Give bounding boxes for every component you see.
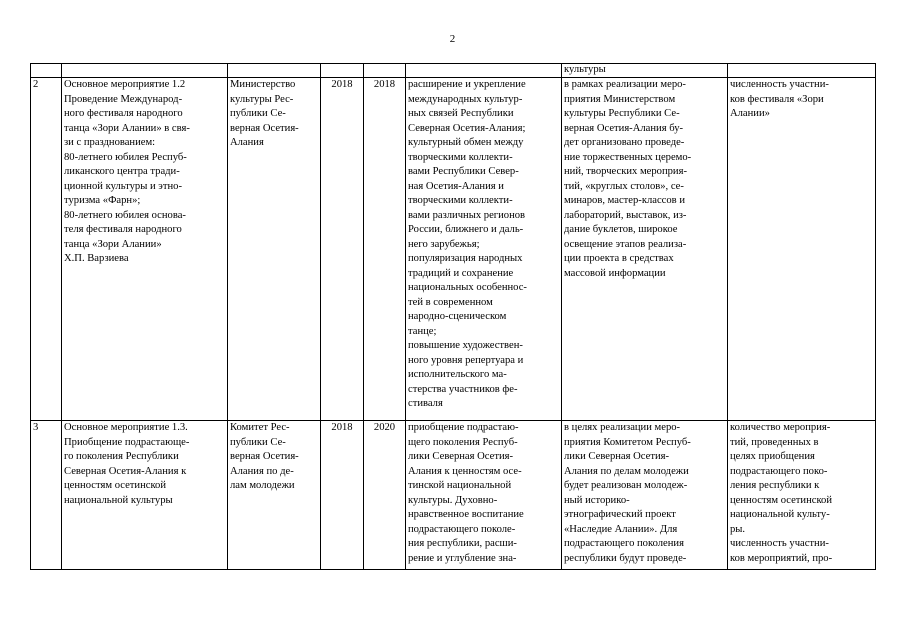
cell-end-year: 2018	[364, 78, 406, 421]
cell-event-name: Основное мероприятие 1.2 Проведение Международ- ного фестиваля народного танца «Зори Алании» в свя- зи с празднованием: 80-летнего юбилея Респуб- ликанского центра тради- ционной культуры и этно- туризма «Фарн»; 80-летнего юбилея основа- теля фестиваля народного танца «Зори Алании» Х.П. Варзиева	[62, 78, 228, 421]
cell-empty	[728, 64, 876, 78]
cell-empty	[321, 64, 364, 78]
cell-executor: Комитет Рес- публики Се- верная Осетия- Алания по де- лам молодежи	[228, 421, 321, 570]
table-row	[31, 78, 876, 421]
page-number: 2	[449, 33, 456, 45]
table-row	[31, 421, 876, 570]
cell-executor: Министерство культуры Рес- публики Се- верная Осетия- Алания	[228, 78, 321, 421]
cell-row-number: 2	[31, 78, 62, 421]
program-table	[30, 63, 876, 570]
cell-empty	[62, 64, 228, 78]
cell-start-year: 2018	[321, 421, 364, 570]
cell-end-year: 2020	[364, 421, 406, 570]
cell-empty	[228, 64, 321, 78]
cell-event-content: в целях реализации меро- приятия Комитетом Респуб- лики Северная Осетия- Алания по делам молодежи будет реализован молодеж- ный историко- этнографический проект «Наследие Алании». Для подрастающего поколения республики будут проведе-	[562, 421, 728, 570]
cell-empty	[364, 64, 406, 78]
cell-empty	[406, 64, 562, 78]
cell-row-number: 3	[31, 421, 62, 570]
table-row-continuation	[31, 64, 876, 78]
cell-indicator: количество мероприя- тий, проведенных в целях приобщения подрастающего поко- ления республики к ценностям осетинской национальной культу- ры. численность участни- ков мероприятий, про-	[728, 421, 876, 570]
cell-event-content: в рамках реализации меро- приятия Министерством культуры Республики Се- верная Осетия-Алания бу- дет организовано проведе- ние торжественных церемо- ний, творческих мероприя- тий, «круглых столов», се- минаров, мастер-классов и лабораторий, выставок, из- дание буклетов, широкое освещение этапов реализа- ции проекта в средствах массовой информации	[562, 78, 728, 421]
cell-expected-result: приобщение подрастаю- щего поколения Респуб- лики Северная Осетия- Алания к ценностям осе- тинской национальной культуры. Духовно- нравственное воспитание подрастающего поколе- ния республики, расши- рение и углубление зна-	[406, 421, 562, 570]
cell-indicator: численность участни- ков фестиваля «Зори Алании»	[728, 78, 876, 421]
cell-start-year: 2018	[321, 78, 364, 421]
cell-event-name: Основное мероприятие 1.3. Приобщение подрастающе- го поколения Республики Северная Осетия-Алания к ценностям осетинской национальной культуры	[62, 421, 228, 570]
cell-empty	[31, 64, 62, 78]
cell-content-continuation: культуры	[562, 64, 728, 78]
cell-expected-result: расширение и укрепление международных культур- ных связей Республики Северная Осетия-Алания; культурный обмен между творческими коллекти- вами Республики Север- ная Осетия-Алания и творческими коллекти- вами различных регионов России, ближнего и даль- него зарубежья; популяризация народных традиций и сохранение национальных особеннос- тей в современном народно-сценическом танце; повышение художествен- ного уровня репертуара и исполнительского ма- стерства участников фе- стиваля	[406, 78, 562, 421]
